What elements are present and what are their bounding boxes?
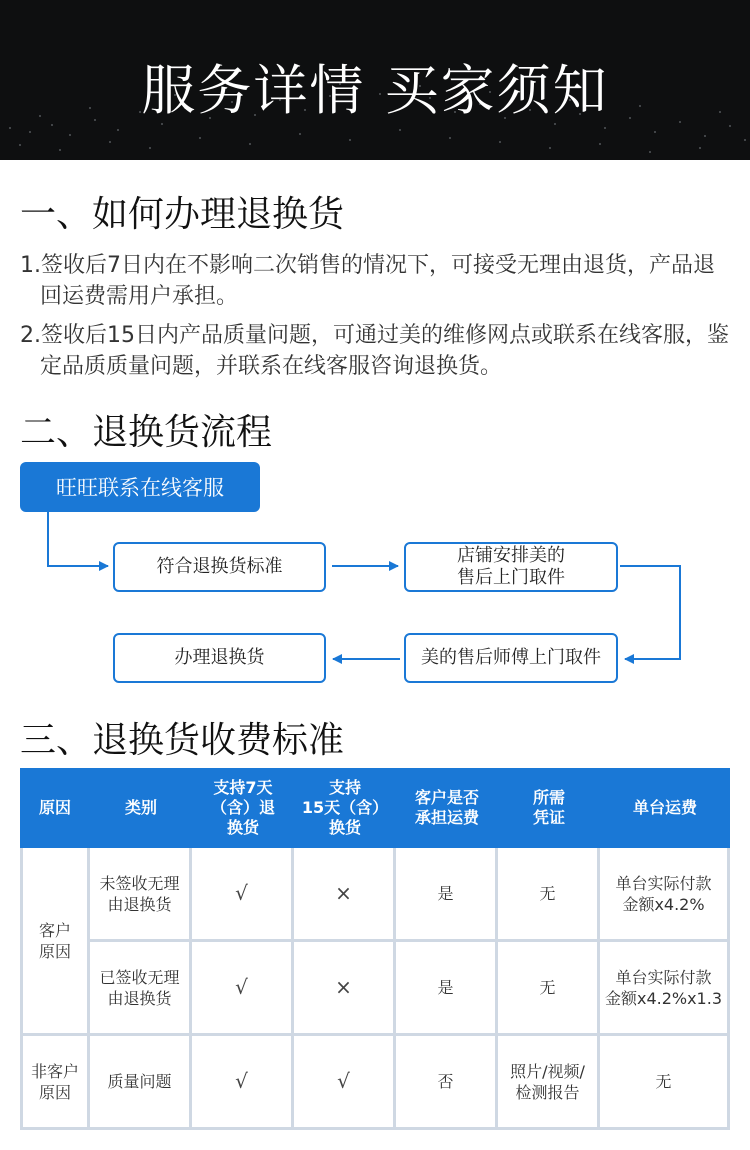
cell-15day: × [294,848,396,942]
flow-step-technician-pickup [404,633,618,683]
policy-item-1: 1.签收后7日内在不影响二次销售的情况下，可接受无理由退货，产品退回运费需用户承担。 [20,253,715,309]
flow-step-contact-service: 旺旺联系在线客服 [20,462,260,512]
cell-7day: √ [192,1036,294,1130]
header-banner [0,0,750,160]
cell-category: 质量问题 [90,1036,192,1130]
policy-item-2: 2.签收后15日内产品质量问题，可通过美的维修网点或联系在线客服，鉴定品质质量问题，并联系在线客服咨询退换货。 [20,323,729,379]
col-header-15day: 支持 15天（含） 换货 [294,768,396,848]
flow-step-eligibility [113,542,326,592]
cell-7day: √ [192,942,294,1036]
cell-unit-fee: 无 [600,1036,730,1130]
page-title: 服务详情 买家须知 [141,59,609,122]
section-heading-return-flow: 二、退换货流程 [20,412,273,453]
cell-category: 已签收无理 由退换货 [90,942,192,1036]
group-non-customer-reason: 非客户 原因 [20,1036,90,1130]
cell-shipping-paid: 是 [396,848,498,942]
fee-table [20,768,730,1130]
cell-proof: 无 [498,848,600,942]
table-row [20,942,730,1036]
table-header-row [20,768,730,848]
cell-7day: √ [192,848,294,942]
section-heading-return-process-how: 一、如何办理退换货 [20,194,345,235]
flow-step-process-return-label: 办理退换货 [174,647,265,668]
flow-step-arrange-pickup [404,542,618,592]
cell-15day: √ [294,1036,396,1130]
flow-arrow-start-to-eligibility [48,512,108,566]
section-heading-fee-standard: 三、退换货收费标准 [20,720,345,761]
cell-proof: 无 [498,942,600,1036]
col-header-proof: 所需 凭证 [498,768,600,848]
flow-step-technician-pickup-label: 美的售后师傅上门取件 [421,647,601,668]
col-header-unit-fee: 单台运费 [600,768,730,848]
flow-arrow-arrange-to-technician [620,566,680,659]
flow-step-eligibility-label: 符合退换货标准 [156,556,283,577]
cell-15day: × [294,942,396,1036]
cell-unit-fee: 单台实际付款 金额x4.2% [600,848,730,942]
col-header-reason: 原因 [20,768,90,848]
flow-step-process-return [113,633,326,683]
cell-shipping-paid: 是 [396,942,498,1036]
flow-step-arrange-pickup-line2: 售后上门取件 [457,567,565,588]
table-row [20,1036,730,1130]
group-customer-reason: 客户 原因 [20,848,90,1036]
cell-category: 未签收无理 由退换货 [90,848,192,942]
col-header-7day: 支持7天 （含）退 换货 [192,768,294,848]
col-header-category: 类别 [90,768,192,848]
flow-step-arrange-pickup-line1: 店铺安排美的 [457,545,565,566]
table-row [20,848,730,942]
col-header-shipping-paid: 客户是否 承担运费 [396,768,498,848]
cell-shipping-paid: 否 [396,1036,498,1130]
cell-unit-fee: 单台实际付款 金额x4.2%x1.3 [600,942,730,1036]
cell-proof: 照片/视频/ 检测报告 [498,1036,600,1130]
